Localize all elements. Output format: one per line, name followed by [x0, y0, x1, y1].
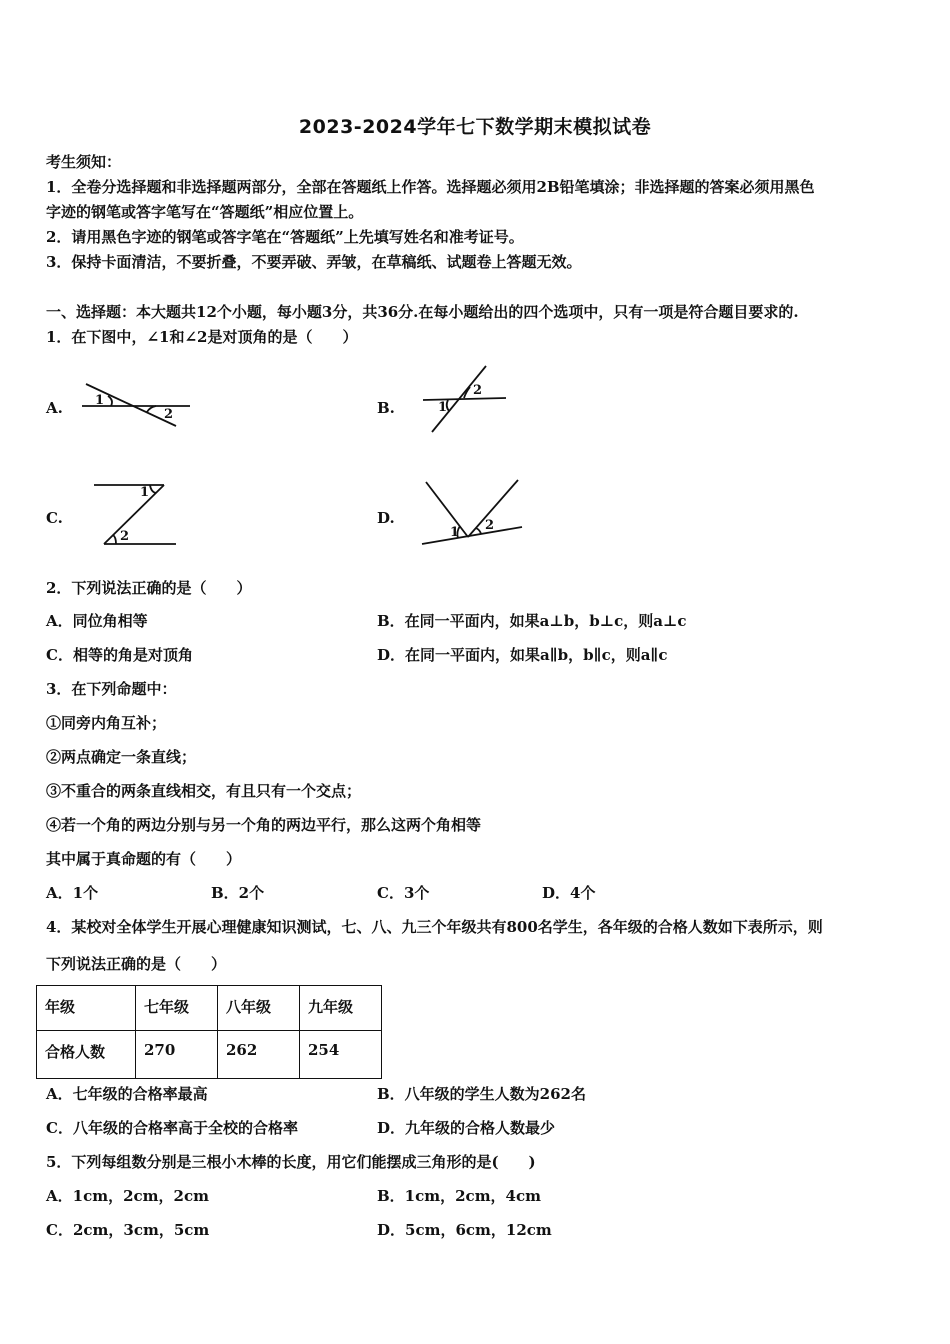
q1-option-d-label: D. — [377, 509, 395, 527]
figure-d-base-line — [422, 527, 522, 544]
figure-a-angle-2-label: 2 — [164, 407, 174, 422]
q5-option-c: C．2cm，3cm，5cm — [46, 1221, 210, 1239]
q4-option-d: D．九年级的合格人数最少 — [377, 1119, 556, 1137]
table-cell: 合格人数 — [37, 1031, 136, 1079]
figure-b-horizontal-line — [423, 398, 506, 400]
table-cell: 270 — [136, 1031, 218, 1079]
notice-item-1-line-2: 字迹的钢笔或答字笔写在“答题纸”相应位置上。 — [46, 203, 364, 221]
q4-stem-line-2: 下列说法正确的是（ ） — [46, 955, 227, 973]
page-title: 2023-2024学年七下数学期末模拟试卷 — [298, 116, 652, 138]
figure-c-angle-2-arc — [113, 535, 116, 544]
table-header-cell: 九年级 — [300, 986, 382, 1031]
notice-item-2: 2．请用黑色字迹的钢笔或答字笔在“答题纸”上先填写姓名和准考证号。 — [46, 228, 524, 246]
q3-proposition-2: ②两点确定一条直线； — [46, 748, 197, 766]
q3-stem: 3．在下列命题中： — [46, 680, 177, 698]
q1-option-a-label: A. — [46, 399, 63, 417]
q3-proposition-3: ③不重合的两条直线相交，有且只有一个交点； — [46, 782, 362, 800]
q4-option-a: A．七年级的合格率最高 — [46, 1085, 208, 1103]
q1-figure-a — [78, 380, 198, 435]
q4-option-b: B．八年级的学生人数为262名 — [377, 1085, 586, 1103]
q4-table — [36, 985, 382, 1079]
table-header-cell: 八年级 — [218, 986, 300, 1031]
q4-stem-line-1: 4．某校对全体学生开展心理健康知识测试，七、八、九三个年级共有800名学生，各年级的合格人数如下表所示，则 — [46, 918, 823, 936]
q2-option-a: A．同位角相等 — [46, 612, 148, 630]
notice-item-3: 3．保持卡面清洁，不要折叠，不要弄破、弄皱，在草稿纸、试题卷上答题无效。 — [46, 253, 582, 271]
figure-d-left-ray — [426, 482, 468, 537]
q2-option-c: C．相等的角是对顶角 — [46, 646, 193, 664]
q1-figure-d — [418, 476, 528, 551]
table-cell: 254 — [300, 1031, 382, 1079]
figure-d-angle-2-label: 2 — [485, 518, 495, 533]
figure-b-angle-2-label: 2 — [473, 383, 483, 398]
figure-b-angle-1-arc — [447, 400, 449, 411]
q1-option-b-label: B. — [377, 399, 395, 417]
q3-question: 其中属于真命题的有（ ） — [46, 850, 242, 868]
q5-option-a: A．1cm，2cm，2cm — [46, 1187, 209, 1205]
figure-d-angle-1-label: 1 — [450, 525, 460, 540]
figure-a-angle-1-label: 1 — [95, 393, 105, 408]
q3-proposition-4: ④若一个角的两边分别与另一个角的两边平行，那么这两个角相等 — [46, 816, 482, 834]
table-header-cell: 年级 — [37, 986, 136, 1031]
table-row — [37, 1031, 382, 1079]
figure-d-angle-2-arc — [476, 528, 481, 534]
q3-option-b: B．2个 — [211, 884, 265, 902]
q5-stem: 5．下列每组数分别是三根小木棒的长度，用它们能摆成三角形的是( ) — [46, 1153, 536, 1171]
q4-option-c: C．八年级的合格率高于全校的合格率 — [46, 1119, 298, 1137]
q3-option-d: D．4个 — [542, 884, 596, 902]
q5-option-d: D．5cm，6cm，12cm — [377, 1221, 552, 1239]
q3-option-c: C．3个 — [377, 884, 430, 902]
q2-option-b: B．在同一平面内，如果a⊥b，b⊥c，则a⊥c — [377, 612, 687, 630]
q3-proposition-1: ①同旁内角互补； — [46, 714, 167, 732]
q1-stem: 1．在下图中，∠1和∠2是对顶角的是（ ） — [46, 328, 358, 346]
q1-figure-c — [92, 478, 192, 553]
q2-stem: 2．下列说法正确的是（ ） — [46, 579, 252, 597]
table-header-cell: 七年级 — [136, 986, 218, 1031]
table-header-row — [37, 986, 382, 1031]
table-cell: 262 — [218, 1031, 300, 1079]
q1-figure-b — [418, 362, 513, 437]
figure-c-angle-1-label: 1 — [140, 485, 150, 500]
notice-item-1-line-1: 1．全卷分选择题和非选择题两部分，全部在答题纸上作答。选择题必须用2B铅笔填涂；非选择题的答案必须用黑色 — [46, 178, 815, 196]
q1-option-c-label: C. — [46, 509, 63, 527]
q2-option-d: D．在同一平面内，如果a∥b，b∥c，则a∥c — [377, 646, 668, 664]
q3-option-a: A．1个 — [46, 884, 99, 902]
figure-c-angle-1-arc — [150, 485, 156, 493]
q5-option-b: B．1cm，2cm，4cm — [377, 1187, 542, 1205]
figure-a-angle-1-arc — [108, 396, 112, 406]
notice-heading: 考生须知： — [46, 153, 122, 171]
figure-b-angle-1-label: 1 — [438, 400, 448, 415]
figure-c-angle-2-label: 2 — [120, 529, 130, 544]
section-1-heading: 一、选择题：本大题共12个小题，每小题3分，共36分.在每小题给出的四个选项中，只有一项是符合题目要求的. — [46, 303, 799, 321]
